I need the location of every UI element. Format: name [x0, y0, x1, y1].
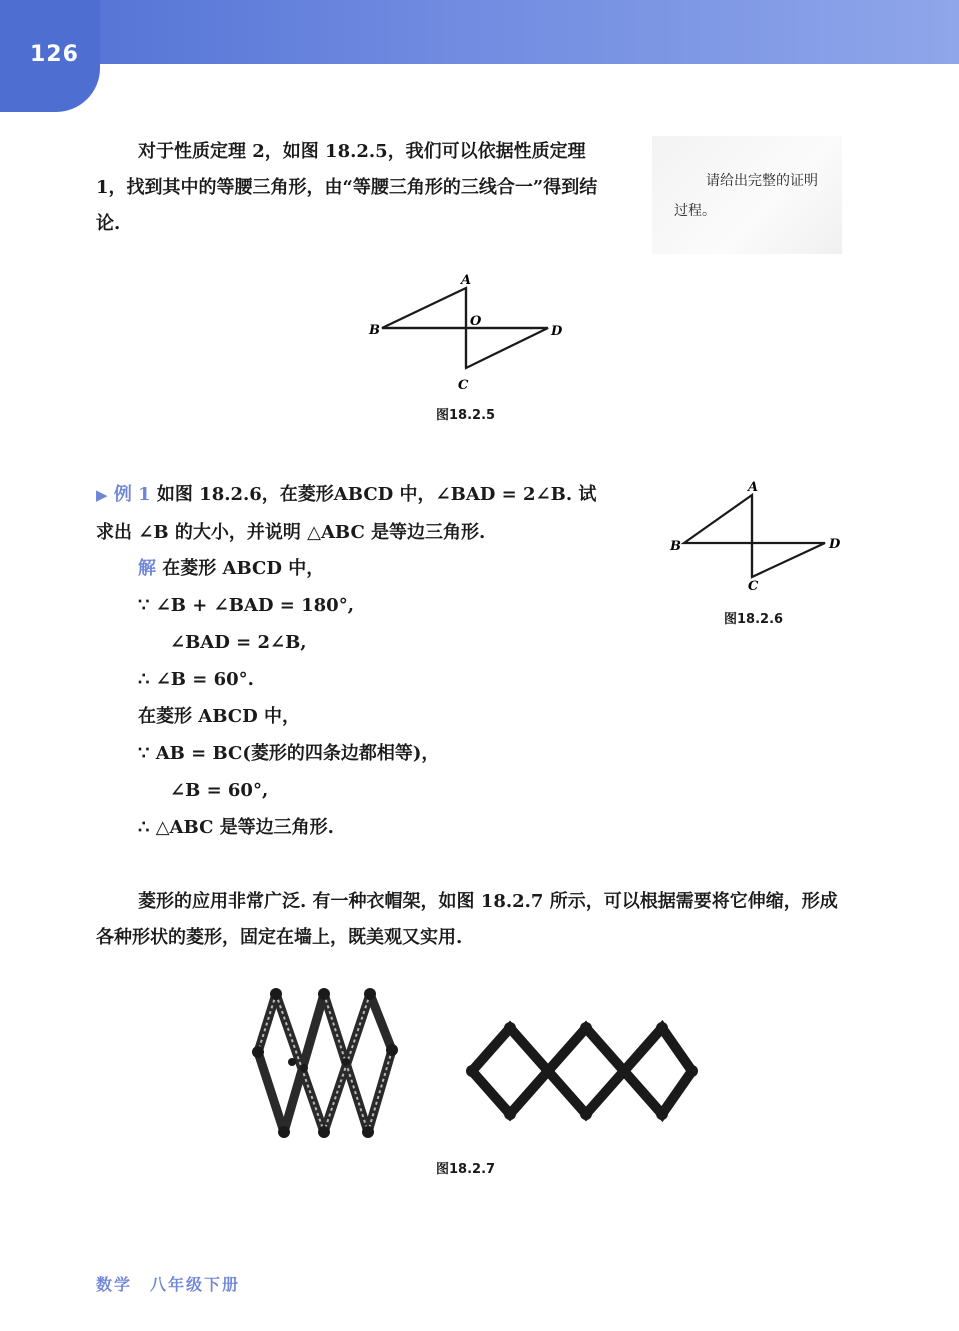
label-d: D — [829, 537, 841, 552]
example-1-line-1 — [96, 482, 596, 508]
solution-line-1 — [138, 556, 324, 582]
figure-18-2-7-caption: 图18.2.7 — [436, 1162, 496, 1177]
label-a: A — [748, 480, 759, 495]
figure-18-2-5-rhombus — [360, 268, 580, 398]
rhombus-abcd-outline — [684, 495, 825, 577]
solution-step-3: ∴ ∠B = 60°. — [138, 669, 254, 690]
solution-step-2: ∠BAD = 2∠B, — [170, 632, 307, 653]
figure-18-2-6-caption: 图18.2.6 — [724, 612, 784, 627]
figure-18-2-5-caption: 图18.2.5 — [436, 408, 496, 423]
solution-step-1: ∵ ∠B + ∠BAD = 180°, — [138, 595, 354, 616]
solution-step-5: ∵ AB = BC(菱形的四条边都相等)， — [138, 743, 440, 764]
coat-rack-diagram — [462, 1016, 702, 1126]
solution-step-4: 在菱形 ABCD 中， — [138, 706, 300, 727]
label-b: B — [369, 323, 380, 338]
label-a: A — [461, 273, 472, 288]
page-number: 126 — [30, 42, 79, 67]
label-b: B — [670, 539, 681, 554]
example-arrow-icon: ▶ — [96, 486, 108, 504]
solution-text-1: 在菱形 ABCD 中， — [162, 558, 325, 579]
paragraph-rhombus-applications: 菱形的应用非常广泛. 有一种衣帽架，如图 18.2.7 所示，可以根据需要将它伸缩，形成各种形状的菱形，固定在墙上，既美观又实用. — [96, 891, 838, 948]
example-1-text-1: 如图 18.2.6，在菱形ABCD 中，∠BAD = 2∠B. 试 — [156, 484, 597, 505]
header-band — [0, 0, 959, 64]
figure-18-2-6-rhombus — [664, 478, 854, 590]
paragraph-property-theorem-2: 对于性质定理 2，如图 18.2.5，我们可以依据性质定理 1，找到其中的等腰三角形，由“等腰三角形的三线合一”得到结论. — [96, 141, 598, 234]
label-c: C — [458, 378, 469, 393]
side-note-text: 请给出完整的证明过程。 — [674, 173, 818, 219]
solution-step-6: ∠B = 60°, — [170, 780, 269, 801]
solution-step-7: ∴ △ABC 是等边三角形. — [138, 817, 334, 838]
example-1-line-2: 求出 ∠B 的大小，并说明 △ABC 是等边三角形. — [96, 522, 486, 543]
label-c: C — [748, 579, 759, 590]
solution-label: 解 — [138, 558, 156, 579]
footer-book-title: 数学 八年级下册 — [96, 1275, 241, 1294]
label-o: O — [470, 314, 482, 329]
coat-rack-photo — [228, 982, 408, 1148]
label-d: D — [551, 324, 563, 339]
example-1-title: 例 1 — [113, 484, 151, 505]
